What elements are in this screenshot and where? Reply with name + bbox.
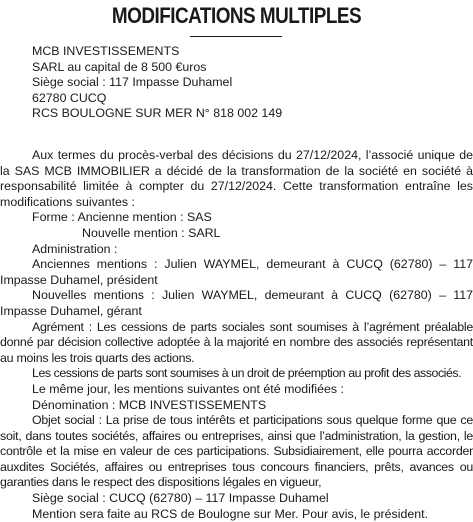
mention-rcs-line: Mention sera faite au RCS de Boulogne sur Mer. Pour avis, le président. xyxy=(32,506,429,521)
paragraph-agrement: Agrément : Les cessions de parts sociales sont soumises à l’agrément préalable donné par décision collective adoptée à la majorité en nombre des associés représentant au moins les trois quarts des actions. xyxy=(0,319,473,365)
company-rcs: RCS BOULOGNE SUR MER N° 818 002 149 xyxy=(32,106,283,121)
notice-body xyxy=(0,148,473,522)
denomination-line: Dénomination : MCB INVESTISSEMENTS xyxy=(32,397,267,412)
nouvelles-mentions: Nouvelles mentions : Julien WAYMEL, demeurant à CUCQ (62780) – 117 Impasse Duhamel, gérant xyxy=(0,288,473,318)
title-underline xyxy=(190,36,282,37)
company-header xyxy=(32,44,282,122)
paragraph-objet-social: Objet social : La prise de tous intérêts et participations sous quelque forme que ce soit, dans toutes sociétés, affaires ou entreprises, ainsi que l’administration, la gestion, le contrôle et la mise en valeur de ces participations. Subsidiairement, elle pourra accorder auxdites Sociétés, affaires ou entreprises tous concours financiers, prêts, avances ou garanties dans le respect des dispositions légales en vigueur, xyxy=(0,413,473,490)
paragraph-preemption: Les cessions de parts sont soumises à un droit de préemption au profit des associés. xyxy=(32,366,462,381)
forme-nouvelle-mention: Nouvelle mention : SARL xyxy=(82,225,221,240)
siege-social-line: Siège social : CUCQ (62780) – 117 Impasse Duhamel xyxy=(32,491,329,506)
company-city: 62780 CUCQ xyxy=(32,90,107,105)
paragraph-transformation: Aux termes du procès-verbal des décisions du 27/12/2024, l’associé unique de la SAS MCB IMMOBILIER a décidé de la transformation de la société en société à responsabilité limitée à compter du 27/12/2024. Cette transformation entraîne les modifications suivantes : xyxy=(0,148,473,209)
forme-ancienne-mention: Forme : Ancienne mention : SAS xyxy=(32,210,212,225)
anciennes-mentions: Anciennes mentions : Julien WAYMEL, demeurant à CUCQ (62780) – 117 Impasse Duhamel, président xyxy=(0,257,473,287)
page-title: MODIFICATIONS MULTIPLES xyxy=(111,3,362,28)
company-capital: SARL au capital de 8 500 €uros xyxy=(32,59,207,74)
administration-label: Administration : xyxy=(32,241,118,256)
company-name: MCB INVESTISSEMENTS xyxy=(32,44,180,58)
meme-jour-line: Le même jour, les mentions suivantes ont été modifiées : xyxy=(32,381,344,396)
company-address: Siège social : 117 Impasse Duhamel xyxy=(32,75,233,90)
